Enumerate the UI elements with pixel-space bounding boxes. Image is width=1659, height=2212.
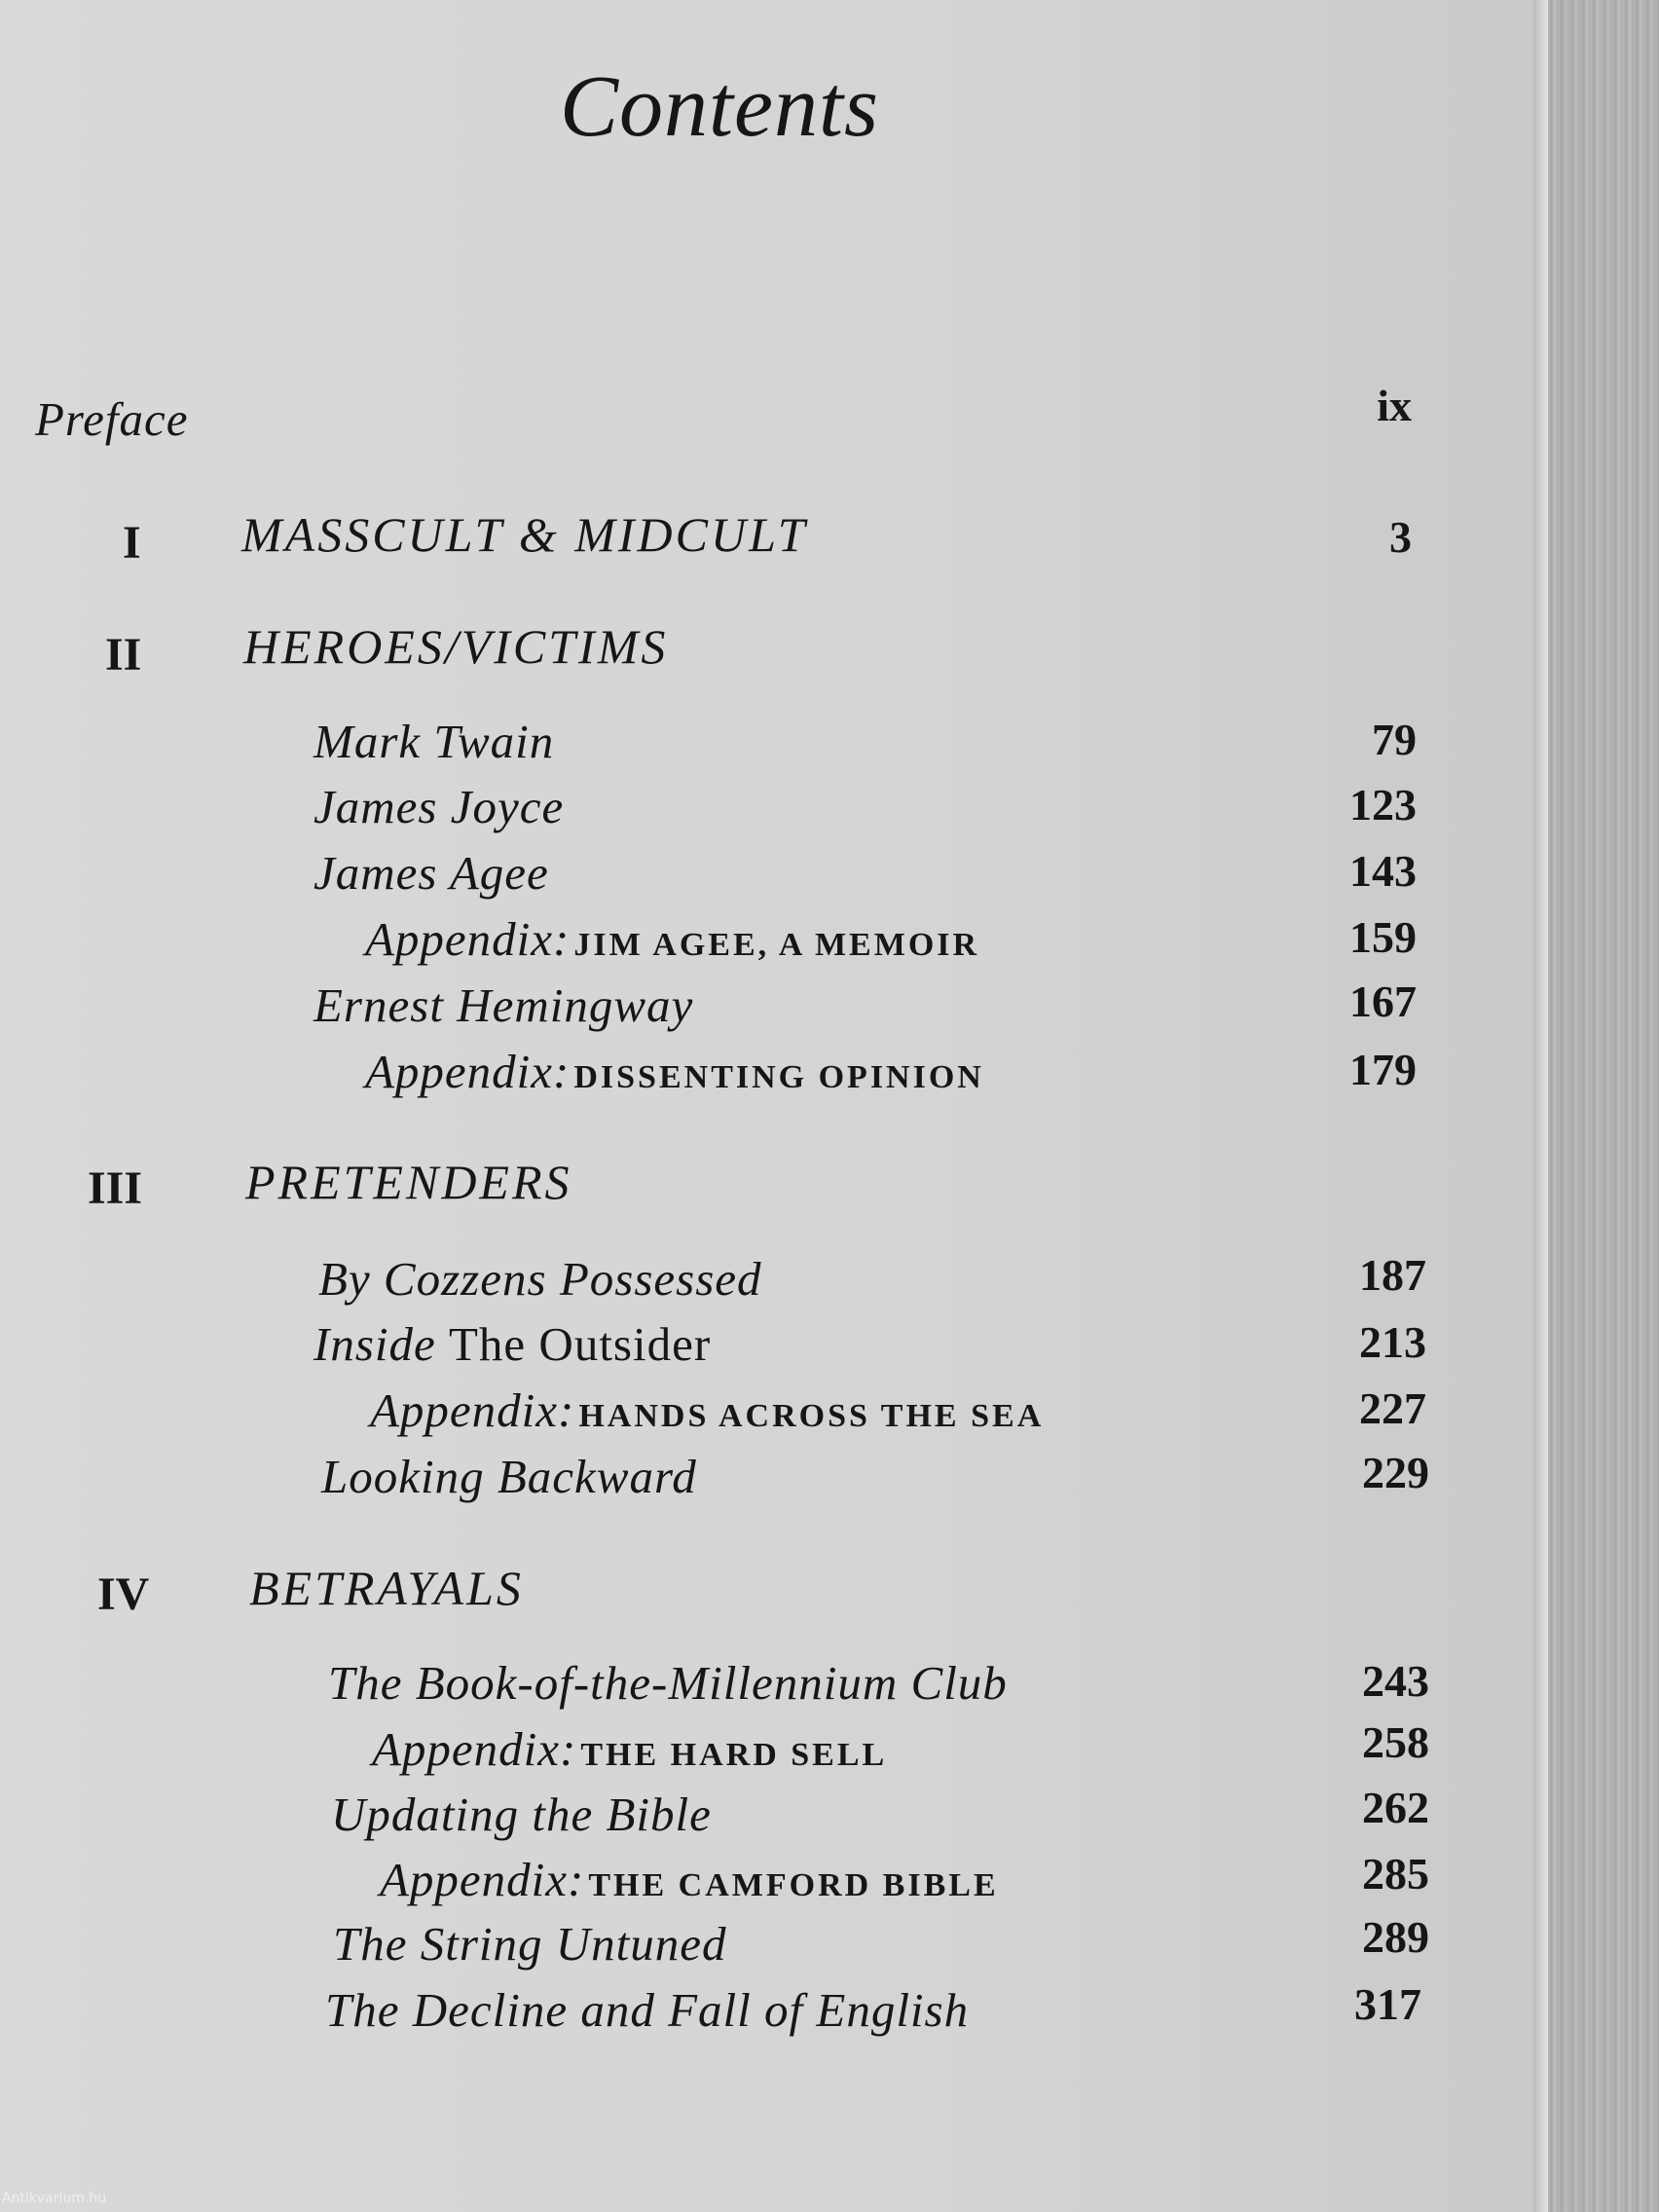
appendix-label: Appendix: xyxy=(372,1722,577,1776)
part-numeral: II xyxy=(105,629,142,681)
toc-entry-page: 243 xyxy=(1362,1656,1429,1706)
toc-entry-page: 285 xyxy=(1362,1849,1429,1899)
toc-entry-page: 167 xyxy=(1349,977,1417,1026)
preface-label: Preface xyxy=(35,392,189,446)
part-title: MASSCULT & MIDCULT xyxy=(241,507,808,562)
toc-entry-page: 123 xyxy=(1349,780,1417,830)
toc-entry-title: The Decline and Fall of English xyxy=(325,1983,970,2037)
appendix-title: THE HARD SELL xyxy=(580,1737,888,1773)
toc-entry-title: Mark Twain xyxy=(313,715,555,768)
appendix-label: Appendix: xyxy=(365,912,571,966)
toc-entry-page: 159 xyxy=(1349,912,1417,962)
toc-entry-title: Looking Backward xyxy=(321,1450,697,1503)
toc-entry-page: 262 xyxy=(1362,1783,1429,1832)
toc-entry-page: 179 xyxy=(1349,1045,1417,1094)
part-numeral: III xyxy=(88,1162,143,1214)
toc-entry-page: 213 xyxy=(1359,1317,1426,1367)
toc-entry-title: James Joyce xyxy=(313,780,565,833)
appendix-label: Appendix: xyxy=(370,1383,575,1437)
page-title: Contents xyxy=(560,58,880,155)
appendix-title: JIM AGEE, A MEMOIR xyxy=(573,927,980,963)
part-numeral: I xyxy=(123,517,141,569)
entry-italic-part: Inside xyxy=(313,1317,436,1371)
part-numeral: IV xyxy=(97,1568,150,1620)
toc-entry-title xyxy=(313,1316,711,1372)
page-edge xyxy=(1533,0,1548,2212)
toc-appendix xyxy=(380,1852,999,1907)
toc-entry-page: 317 xyxy=(1354,1979,1421,2029)
toc-entry-title: Ernest Hemingway xyxy=(313,978,694,1032)
preface-page: ix xyxy=(1377,381,1412,430)
toc-entry-page: 258 xyxy=(1362,1717,1429,1767)
toc-entry-page: 187 xyxy=(1359,1250,1426,1300)
part-title: BETRAYALS xyxy=(249,1561,524,1615)
toc-entry-page: 79 xyxy=(1372,715,1417,764)
toc-entry-page: 289 xyxy=(1362,1912,1429,1962)
toc-appendix xyxy=(372,1721,887,1777)
part-page: 3 xyxy=(1389,512,1412,562)
appendix-title: DISSENTING OPINION xyxy=(573,1059,984,1095)
part-title: HEROES/VICTIMS xyxy=(243,619,669,674)
toc-entry-title: The Book-of-the-Millennium Club xyxy=(328,1656,1008,1710)
toc-entry-title: The String Untuned xyxy=(333,1917,727,1971)
appendix-label: Appendix: xyxy=(380,1853,585,1906)
part-title: PRETENDERS xyxy=(245,1155,572,1209)
toc-entry-title: By Cozzens Possessed xyxy=(318,1252,762,1306)
toc-appendix xyxy=(365,1044,984,1099)
toc-entry-title: Updating the Bible xyxy=(331,1788,712,1841)
appendix-title: HANDS ACROSS THE SEA xyxy=(578,1398,1045,1434)
toc-appendix xyxy=(370,1382,1044,1438)
watermark: Antikvarium.hu xyxy=(2,2191,107,2206)
toc-appendix xyxy=(365,911,979,967)
toc-entry-page: 229 xyxy=(1362,1448,1429,1497)
toc-entry-title: James Agee xyxy=(313,846,549,900)
appendix-label: Appendix: xyxy=(365,1045,571,1098)
book-spine xyxy=(1548,0,1659,2212)
toc-entry-page: 227 xyxy=(1359,1383,1426,1433)
toc-entry-page: 143 xyxy=(1349,846,1417,896)
appendix-title: THE CAMFORD BIBLE xyxy=(588,1867,999,1903)
entry-upright-part: The Outsider xyxy=(449,1317,712,1371)
